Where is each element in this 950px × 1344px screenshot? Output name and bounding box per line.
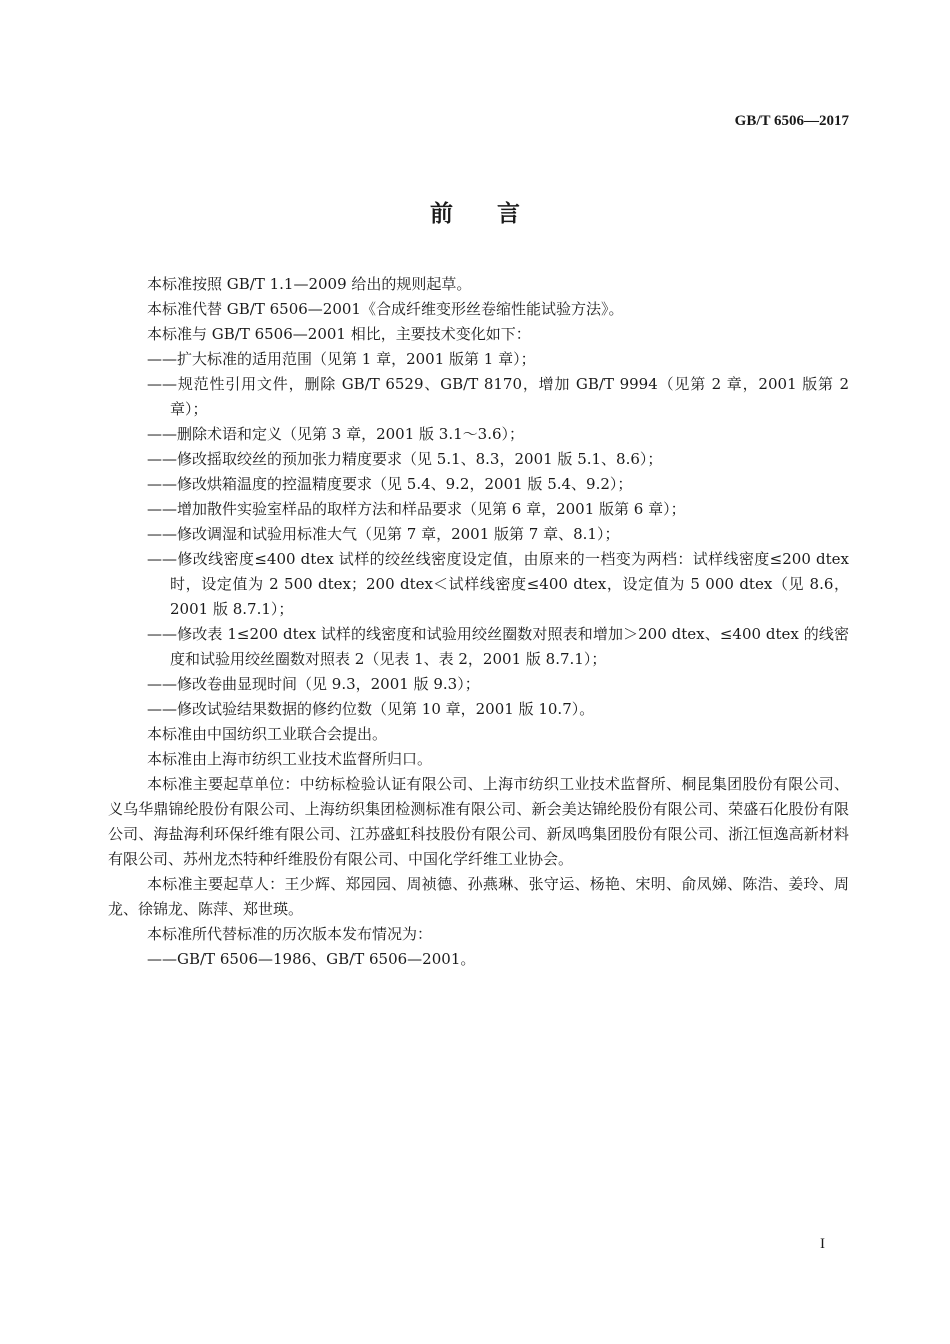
drafters: 本标准主要起草人：王少辉、郑园园、周祯德、孙燕琳、张守运、杨艳、宋明、俞凤娣、陈浩、姜玲、周龙、徐锦龙、陈萍、郑世瑛。 (108, 875, 849, 918)
paragraph: 本标准由中国纺织工业联合会提出。 (147, 725, 388, 743)
paragraph: 本标准按照 GB/T 1.1—2009 给出的规则起草。 (147, 275, 472, 293)
change-item: ——修改试验结果数据的修约位数（见第 10 章，2001 版 10.7）。 (147, 700, 595, 718)
title-char: 言 (497, 200, 520, 227)
foreword-body (108, 272, 849, 972)
standard-number-header: GB/T 6506—2017 (734, 113, 849, 129)
change-item: ——增加散件实验室样品的取样方法和样品要求（见第 6 章，2001 版第 6 章）； (147, 500, 686, 518)
change-item: ——修改调湿和试验用标准大气（见第 7 章，2001 版第 7 章、8.1）； (147, 525, 620, 543)
history-item: ——GB/T 6506—1986、GB/T 6506—2001。 (147, 950, 476, 968)
change-item: ——删除术语和定义（见第 3 章，2001 版 3.1～3.6）； (147, 425, 525, 443)
page-title (0, 195, 950, 228)
change-item: ——修改线密度≤400 dtex 试样的绞丝线密度设定值，由原来的一档变为两档：试样线密度≤200 dtex时，设定值为 2 500 dtex；200 dtex＜试样线密度≤400 dtex，设定值为 5 000 dtex（见 8.6，2001 版 8.7.1）； (147, 550, 849, 618)
paragraph: 本标准所代替标准的历次版本发布情况为： (147, 925, 433, 943)
drafting-units: 本标准主要起草单位：中纺标检验认证有限公司、上海市纺织工业技术监督所、桐昆集团股份有限公司、义乌华鼎锦纶股份有限公司、上海纺织集团检测标准有限公司、新会美达锦纶股份有限公司、荣盛石化股份有限公司、海盐海利环保纤维有限公司、江苏盛虹科技股份有限公司、新凤鸣集团股份有限公司、浙江恒逸高新材料有限公司、苏州龙杰特种纤维股份有限公司、中国化学纤维工业协会。 (108, 775, 849, 868)
paragraph: 本标准与 GB/T 6506—2001 相比，主要技术变化如下： (147, 325, 531, 343)
paragraph: 本标准由上海市纺织工业技术监督所归口。 (147, 750, 433, 768)
page-number: I (820, 1236, 825, 1252)
change-item: ——修改烘箱温度的控温精度要求（见 5.4、9.2，2001 版 5.4、9.2）； (147, 475, 633, 493)
change-item: ——规范性引用文件，删除 GB/T 6529、GB/T 8170，增加 GB/T 9994（见第 2 章，2001 版第 2 章）； (147, 375, 849, 418)
paragraph: 本标准代替 GB/T 6506—2001《合成纤维变形丝卷缩性能试验方法》。 (147, 300, 624, 318)
change-item: ——修改表 1≤200 dtex 试样的线密度和试验用绞丝圈数对照表和增加＞200 dtex、≤400 dtex 的线密度和试验用绞丝圈数对照表 2（见表 1、表 2，2001 版 8.7.1）； (147, 625, 849, 668)
title-char: 前 (430, 200, 453, 227)
change-item: ——修改卷曲显现时间（见 9.3，2001 版 9.3）； (147, 675, 480, 693)
change-item: ——修改摇取绞丝的预加张力精度要求（见 5.1、8.3，2001 版 5.1、8.6）； (147, 450, 663, 468)
change-item: ——扩大标准的适用范围（见第 1 章，2001 版第 1 章）； (147, 350, 536, 368)
